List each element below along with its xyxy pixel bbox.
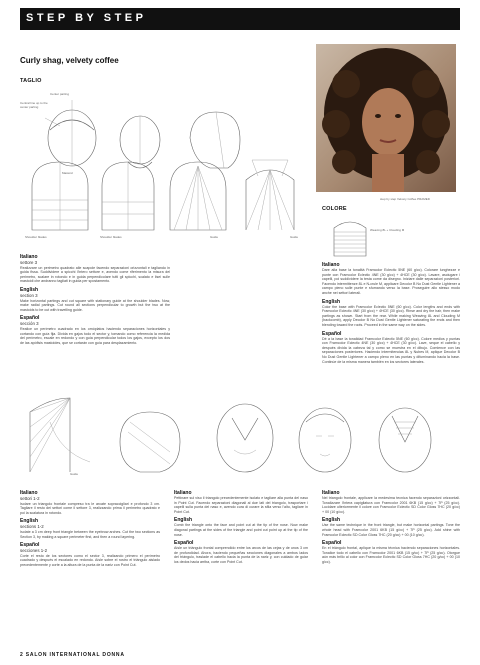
step-it	[20, 490, 160, 515]
steps-section3	[20, 254, 170, 345]
lang-label: Español	[20, 542, 40, 549]
perimeter-diagram-1	[32, 162, 88, 230]
taglio-heading: TAGLIO	[20, 78, 42, 84]
lang-label: Español	[174, 540, 194, 547]
step-es	[20, 315, 170, 345]
step-text: Realice un perímetro cuadrado en los omóplatos haciendo separaciones horizontales y cortando con guía fija. Divida en gajos todo el sector y, tomando como referencia la medida del perímetro, escale en redondo y con guía perpendicular todos los gajos, excepto los dos de las apófisis mastoides, que se cortarán con guía para desplazamiento.	[20, 326, 170, 345]
lang-label: Italiano	[322, 262, 340, 268]
step-it	[174, 490, 308, 514]
step-es	[20, 542, 160, 567]
steps-bottom-col-2	[174, 490, 308, 565]
model-photo	[316, 44, 456, 192]
step-es	[174, 540, 308, 564]
step-text: Isolate a 3 cm deep front triangle between the eyebrow arches. Cut the two sections as Section 3, by making a square perimeter first, and then a round layering.	[20, 529, 160, 539]
lang-label: English	[322, 517, 341, 524]
step-text: Color the base with Framcolor Eclectic 5NE (60 g/cc). Color lengths and ends with Framcolor Eclectic 4NE (30 g/cc) + 4HCE (30 g/cc). Rinse and dry the hair, then make partings as shown. Start from the rear. While making Weaving 8L and Clouding M (backcomb), apply Decolor B No Dust Gentle Lightener saturating the ends and then blending toward the roots. Proceed in the same way on the sides.	[322, 304, 460, 327]
step-text: Pettinare sul viso il triangolo precedentemente isolato e tagliare alla punta del naso in Point Cut. Facendo separazioni diagonali al due lati del triangolo, trasportare i capelli sulla punta del naso e, avendo cura di curare la sfila verso l'alto, tagliare in Point Cut.	[174, 496, 308, 514]
steps-bottom-col-3	[322, 490, 460, 565]
article-title: Curly shag, velvety coffee	[20, 56, 119, 65]
label-guide-3: Guide	[70, 472, 79, 476]
lang-label: Italiano	[20, 490, 38, 496]
step-it	[322, 490, 460, 514]
photo-credit: step by step Velvety Coffee PRAMED	[380, 197, 430, 201]
steps-bottom-col-1	[20, 490, 160, 568]
step-text: Nel triangolo frontale, applicare la medesima tecnica facendo separazioni orizzontali. Tonalizzare l'intera capigliatura con Framcolor 2001 6KB (15 g/cc) + 7P (25 g/cc). Lucidare ulteriormente il colore con Framcolor Eclectic SD Color Gloss 7HC (20 g/cc) + 00 (10 g/cc).	[322, 496, 460, 514]
label-central-line: Central line up to the center parting	[20, 101, 48, 109]
side-head-diagram	[120, 412, 180, 472]
step-text: Corte el resto de los sectores como el sector 3, realizando primero el perímetro cuadrado y después el escalado en redondo. Aísle sobre el rostro el triángulo aislado precedentemente y corte a la altura de la punta de la nariz con Point Cut.	[20, 553, 160, 567]
label-mastoid: Mastoid	[62, 171, 73, 175]
fan-diagram	[30, 398, 90, 472]
step-text: Aísle un triángulo frontal comprendido entre los arcos de las cejas y de unos 3 cm de profundidad. Ahora, haciendo pequeñas secciones diagonales a ambos lados del triángulo, traslade el cabello hacia la punta de la nariz y, con cuidado de guiar los dedos hacia arriba, corte con Point Cut.	[174, 546, 308, 564]
colore-heading: COLORE	[322, 206, 347, 212]
step-it	[20, 254, 170, 284]
step-text: Dare alla base la tonalità Framcolor Eclectic 5NE (60 g/cc). Colorare lunghezze e punte con Framcolor Eclectic 4NE (30 g/cc) + 4HCE (30 g/cc). Lavare, asciugare i capelli, poi suddividere la testa come da disegno. Iniziare dalle separazioni posteriori. Facendo intermittenze 8L e N-crule M, applicare Decolor B No Dust Gentle Lightener a campo pieno sulle punte e sfumando verso la base. Proseguire allo stesso modo anche nei settori laterali.	[322, 268, 460, 295]
lang-label: English	[20, 518, 39, 525]
radial-diagram-2	[246, 160, 294, 230]
section-label: secciones 1-2	[20, 548, 48, 554]
triangle-face-diagram	[379, 408, 431, 472]
lang-label: English	[174, 517, 193, 524]
perimeter-diagram-2	[102, 162, 154, 230]
lang-label: Español	[322, 540, 342, 547]
middle-diagrams	[20, 392, 460, 480]
colore-it	[322, 262, 460, 296]
step-text: Make horizontal partings and cut square with stationary guide at the shoulder blades. Now, make radial partings. Cut round all sections perpendicular to growth but the two at the mastoids to be cut with travelling guide.	[20, 298, 170, 312]
page-footer: 2 SALON INTERNATIONAL DONNA	[20, 652, 125, 658]
label-guide-1: Guide	[210, 235, 219, 239]
section-label: sections 1-2	[20, 524, 44, 530]
lang-label: English	[20, 286, 39, 293]
lang-label: Italiano	[20, 254, 38, 260]
step-es	[322, 540, 460, 564]
section-label: settori 1-2	[20, 496, 40, 501]
steps-colore	[322, 262, 460, 364]
step-text: En el triángulo frontal, aplique la misma técnica haciendo separaciones horizontales. Tonalice todo el cabello con Framcolor 2001 6KB (15 g/cc) + 7P (25 g/cc). Otorgue aún más brillo al color con Framcolor Eclectic SD Color Gloss 7HC (20 g/cc) + 00 (10 g/cc).	[322, 546, 460, 564]
colore-es	[322, 331, 460, 365]
label-guide-2: Guide	[290, 235, 299, 239]
head-diagram-rear	[120, 116, 160, 168]
step-en	[20, 518, 160, 539]
step-en	[20, 287, 170, 312]
colore-en	[322, 299, 460, 328]
label-shoulder-blades-1: Shoulder blades	[25, 235, 47, 239]
label-shoulder-blades-2: Shoulder blades	[100, 235, 122, 239]
step-en	[174, 517, 308, 537]
colore-diagram	[320, 216, 440, 258]
model-photo-illustration	[316, 44, 456, 192]
step-text: Dé a la base la tonalidad Framcolor Eclectic 5NE (60 g/cc). Colore medios y puntas con Framcolor Eclectic 4NE (30 g/cc) + 4HCE (30 g/cc). Lave, seque el cabello y después divida la cabeza tal y como se muestra en el dibujo. Comience con las separaciones posteriores. Haciendo intermitencias 8L y Nubes M, aplique Decolor B No Dust Gentle Lightener a campo pleno en las puntas y difuminando hacia la base. Continúe de la misma manera también en los sectores laterales.	[322, 336, 460, 364]
colore-diagram-label: Weaving 8L + Clouding M	[370, 228, 405, 232]
section-label: settore 3	[20, 260, 38, 265]
cutting-diagrams	[20, 90, 320, 250]
step-text: Realizzare un perimetro quadrato alle scapole facendo separazioni orizzontali e tagliando in guida fissa. Suddividere a spicchi l'intero settore e, avendo come riferimento la misura del perimetro, scalare in rotondo e in guida perpendicolare tutti gli spicchi, scalato e lisei sulle mastoidi che andranno tagliati in guida per spostamento.	[20, 265, 170, 284]
face-diagram	[299, 408, 351, 472]
section-label: section 3	[20, 292, 38, 298]
lang-label: Italiano	[174, 490, 192, 496]
step-text: Use the same technique in the front triangle, but make horizontal partings. Tone the whole head with Framcolor 2001 6KB (15 g/cc) + 7P (25 g/cc). Add shine with Framcolor Eclectic SD Color Gloss 7HC (20 g/cc) + 00 (10 g/cc).	[322, 523, 460, 537]
head-diagram-top	[45, 100, 96, 166]
head-diagram-side	[190, 112, 240, 168]
section-label: sección 3	[20, 321, 39, 327]
lang-label: Español	[322, 330, 342, 337]
lang-label: Italiano	[322, 490, 340, 496]
front-triangle-diagram	[217, 404, 273, 472]
lang-label: Español	[20, 315, 40, 322]
step-text: Comb the triangle onto the face and point cut at the tip of the nose. Now make diagonal partings at the sides of the triangle and point cut point up at the tip of the nose.	[174, 523, 308, 537]
page-title: STEP BY STEP	[26, 12, 147, 24]
label-center-parting: Center parting	[50, 92, 70, 96]
step-en	[322, 517, 460, 537]
radial-diagram-1	[170, 162, 226, 230]
lang-label: English	[322, 298, 341, 305]
step-text: Isolare un triangolo frontale compreso tra le arcate sopraccigliari e profondo 3 cm. Tagliare il resto dei settori come il settore 3, realizzando prima il perimetro quadrato e poi la scalatura in rotondo.	[20, 501, 160, 515]
